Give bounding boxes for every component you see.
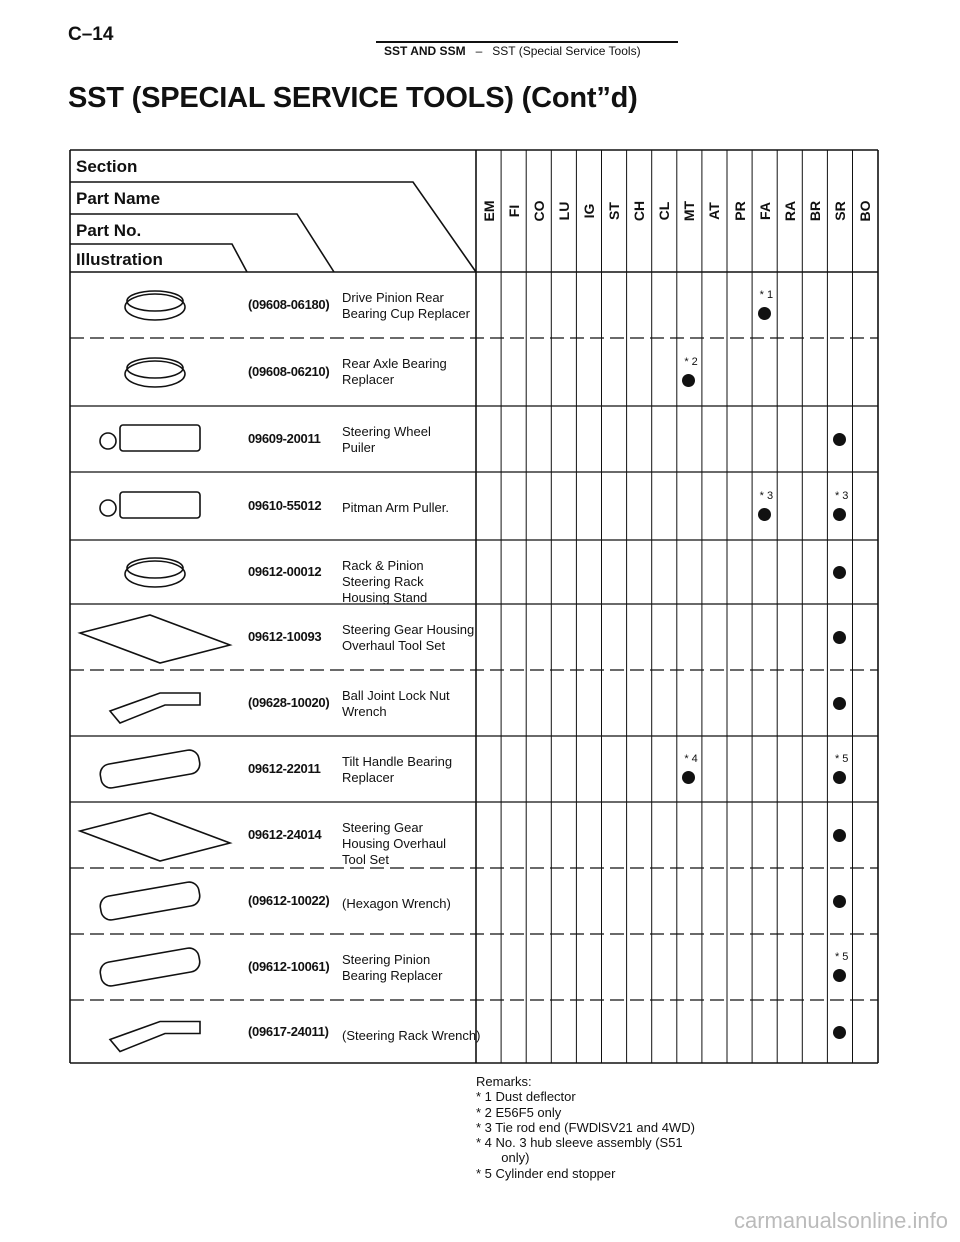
applicability-dot-sr	[833, 631, 846, 644]
column-code-ch: CH	[631, 200, 648, 222]
column-code-st: ST	[606, 202, 623, 220]
remark-reference: * 4	[684, 753, 698, 765]
part-number: (09617-24011)	[248, 1023, 329, 1039]
applicability-dot-sr	[833, 697, 846, 710]
remark-line: * 3 Tie rod end (FWDlSV21 and 4WD)	[476, 1119, 695, 1135]
part-number: 09612-10093	[248, 629, 322, 644]
remarks	[476, 1074, 695, 1181]
applicability-dot-sr	[833, 566, 846, 579]
applicability-dot-fa	[758, 508, 771, 521]
column-code-pr: PR	[731, 201, 748, 221]
part-name: Steering Gear Housing Overhaul Tool Set	[342, 622, 475, 653]
header-label-section: Section	[76, 157, 138, 176]
part-number: (09608-06210)	[248, 364, 330, 379]
remark-reference: * 2	[684, 356, 698, 368]
part-name: (Hexagon Wrench)	[342, 896, 451, 911]
page-title: SST (SPECIAL SERVICE TOOLS) (Cont”d)	[68, 82, 638, 114]
part-name: Pitman Arm Puller.	[342, 500, 449, 515]
header-label-illustration: Illustration	[76, 250, 163, 269]
applicability-dot-sr	[833, 433, 846, 446]
header-subsection: SST (Special Service Tools)	[492, 44, 641, 58]
column-code-mt: MT	[681, 200, 698, 222]
tool-illustration	[80, 813, 230, 861]
part-number: 09612-24014	[248, 827, 322, 842]
part-number: 09609-20011	[248, 431, 321, 446]
column-code-fa: FA	[756, 202, 773, 220]
column-code-ig: IG	[580, 203, 597, 219]
column-code-at: AT	[706, 202, 723, 220]
page-number: C–14	[68, 24, 114, 45]
column-code-fi: FI	[505, 204, 522, 218]
tool-illustration	[80, 615, 230, 663]
header-section: SST AND SSM	[384, 44, 466, 58]
tool-illustration	[99, 880, 202, 921]
remark-reference: * 3	[834, 490, 849, 502]
applicability-dot-sr	[833, 969, 846, 982]
part-name: (Steering Rack Wrench)	[342, 1028, 481, 1043]
part-number: 09610-55012	[248, 498, 322, 513]
part-name: Drive Pinion Rear Bearing Cup Replacer	[342, 290, 470, 321]
header-label-part-name: Part Name	[76, 189, 161, 208]
part-name: Rack & Pinion Steering Rack Housing Stand	[342, 558, 428, 605]
remark-reference: * 3	[759, 490, 774, 502]
part-name: Tilt Handle Bearing Replacer	[342, 754, 453, 785]
part-number: 09612-00012	[248, 564, 322, 579]
remark-line: * 5 Cylinder end stopper	[476, 1165, 616, 1181]
part-number: (09608-06180)	[248, 297, 330, 312]
remark-line: * 4 No. 3 hub sleeve assembly (S51	[476, 1135, 683, 1151]
remark-line: * 2 E56F5 only	[476, 1104, 562, 1120]
column-code-br: BR	[806, 200, 823, 222]
part-number: (09628-10020)	[248, 695, 330, 710]
column-code-co: CO	[530, 200, 547, 222]
applicability-dot-sr	[833, 895, 846, 908]
column-code-em: EM	[480, 200, 497, 222]
tool-illustration	[100, 500, 116, 516]
part-name: Rear Axle Bearing Replacer	[342, 356, 447, 387]
applicability-dot-sr	[833, 508, 846, 521]
tool-illustration	[120, 425, 200, 451]
remark-line: * 1 Dust deflector	[476, 1089, 576, 1105]
part-name: Ball Joint Lock Nut Wrench	[342, 688, 450, 719]
part-name: Steering Wheel Puiler	[342, 424, 431, 455]
part-number: 09612-22011	[248, 761, 321, 776]
remark-line: only)	[476, 1150, 530, 1166]
tool-illustration	[100, 433, 116, 449]
applicability-dot-sr	[833, 1026, 846, 1039]
column-code-bo: BO	[857, 200, 874, 222]
part-number: (09612-10061)	[248, 959, 330, 974]
part-number: (09612-10022)	[248, 893, 330, 908]
tool-illustration	[110, 1022, 200, 1052]
tool-illustration	[120, 492, 200, 518]
part-name: Steering Pinion Bearing Replacer	[342, 952, 443, 983]
tool-illustration	[99, 748, 202, 789]
column-code-cl: CL	[656, 201, 673, 221]
header-label-part-no: Part No.	[76, 221, 142, 240]
tool-illustration	[99, 946, 202, 987]
column-code-ra: RA	[781, 200, 798, 222]
applicability-dot-sr	[833, 771, 846, 784]
part-name: Steering Gear Housing Overhaul Tool Set	[342, 820, 447, 867]
remarks-heading: Remarks:	[476, 1074, 532, 1089]
column-code-lu: LU	[555, 201, 572, 221]
applicability-dot-fa	[758, 307, 771, 320]
column-code-sr: SR	[831, 201, 848, 221]
header-separator: –	[475, 44, 483, 58]
applicability-dot-sr	[833, 829, 846, 842]
watermark: carmanualsonline.info	[733, 1208, 948, 1233]
remark-reference: * 5	[834, 951, 849, 963]
tool-illustration	[110, 693, 200, 723]
remark-reference: * 1	[759, 289, 774, 301]
remark-reference: * 5	[834, 753, 849, 765]
